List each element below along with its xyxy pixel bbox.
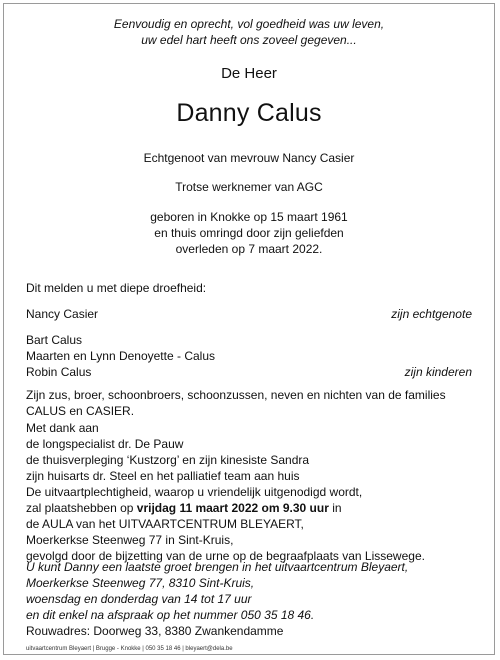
visit-line-3: woensdag en donderdag van 14 tot 17 uur	[26, 592, 252, 606]
spouse-name: Nancy Casier	[26, 307, 99, 321]
ceremony-line-2	[26, 500, 425, 516]
visit-line-1: U kunt Danny een laatste groet brengen in het uitvaartcentrum Bleyaert,	[26, 560, 409, 574]
deceased-name: Danny Calus	[176, 99, 322, 127]
salutation: De Heer	[221, 65, 277, 82]
ceremony-date: vrijdag 11 maart 2022 om 9.30 uur	[136, 501, 329, 515]
quote	[4, 16, 494, 48]
quote-line-2: uw edel hart heeft ons zoveel gegeven...	[141, 33, 357, 47]
visit-line-2: Moerkerkse Steenweg 77, 8310 Sint-Kruis,	[26, 576, 255, 590]
ceremony-block	[26, 484, 425, 564]
life-dates	[4, 209, 494, 257]
relatives	[26, 387, 446, 419]
surrounded-line: en thuis omringd door zijn geliefden	[154, 226, 344, 240]
children-role: zijn kinderen	[404, 365, 472, 379]
obituary-card	[3, 3, 495, 655]
ceremony-line-1: De uitvaartplechtigheid, waarop u vriendelijk uitgenodigd wordt,	[26, 485, 363, 499]
thanks-line-3: de thuisverpleging ‘Kustzorg’ en zijn kinesiste Sandra	[26, 453, 310, 467]
child-3: Robin Calus	[26, 365, 92, 379]
birth-line: geboren in Knokke op 15 maart 1961	[150, 210, 348, 224]
ceremony-line-3: de AULA van het UITVAARTCENTRUM BLEYAERT,	[26, 517, 304, 531]
ceremony-line-2-post: in	[328, 501, 342, 515]
thanks-block	[26, 420, 309, 484]
quote-line-1: Eenvoudig en oprecht, vol goedheid was uw leven,	[113, 17, 385, 31]
spouse-role: zijn echtgenote	[391, 307, 472, 321]
relatives-line-2: CALUS en CASIER.	[26, 404, 135, 418]
child-2: Maarten en Lynn Denoyette - Calus	[26, 349, 215, 363]
ceremony-line-4: Moerkerkse Steenweg 77 in Sint-Kruis,	[26, 533, 234, 547]
thanks-line-1: Met dank aan	[26, 421, 99, 435]
ceremony-line-5: gevolgd door de bijzetting van de urne op de begraafplaats van Lissewege.	[26, 549, 425, 563]
visit-line-4: en dit enkel na afspraak op het nummer 050 35 18 46.	[26, 608, 315, 622]
thanks-line-2: de longspecialist dr. De Pauw	[26, 437, 184, 451]
child-1: Bart Calus	[26, 333, 83, 347]
spouse-line: Echtgenoot van mevrouw Nancy Casier	[143, 151, 355, 165]
death-line: overleden op 7 maart 2022.	[175, 242, 323, 256]
relatives-line-1: Zijn zus, broer, schoonbroers, schoonzussen, neven en nichten van de families	[26, 388, 446, 402]
children-list	[26, 332, 215, 380]
mourning-address: Rouwadres: Doorweg 33, 8380 Zwankendamme	[26, 624, 284, 638]
employee-line: Trotse werknemer van AGC	[175, 180, 323, 194]
announcement: Dit melden u met diepe droefheid:	[26, 281, 207, 295]
thanks-line-4: zijn huisarts dr. Steel en het palliatief team aan huis	[26, 469, 300, 483]
visit-block	[26, 559, 408, 623]
funeral-home-footer: uitvaartcentrum Bleyaert | Brugge - Knokke | 050 35 18 46 | bleyaert@dela.be	[26, 646, 233, 652]
ceremony-line-2-pre: zal plaatshebben op	[26, 501, 137, 515]
